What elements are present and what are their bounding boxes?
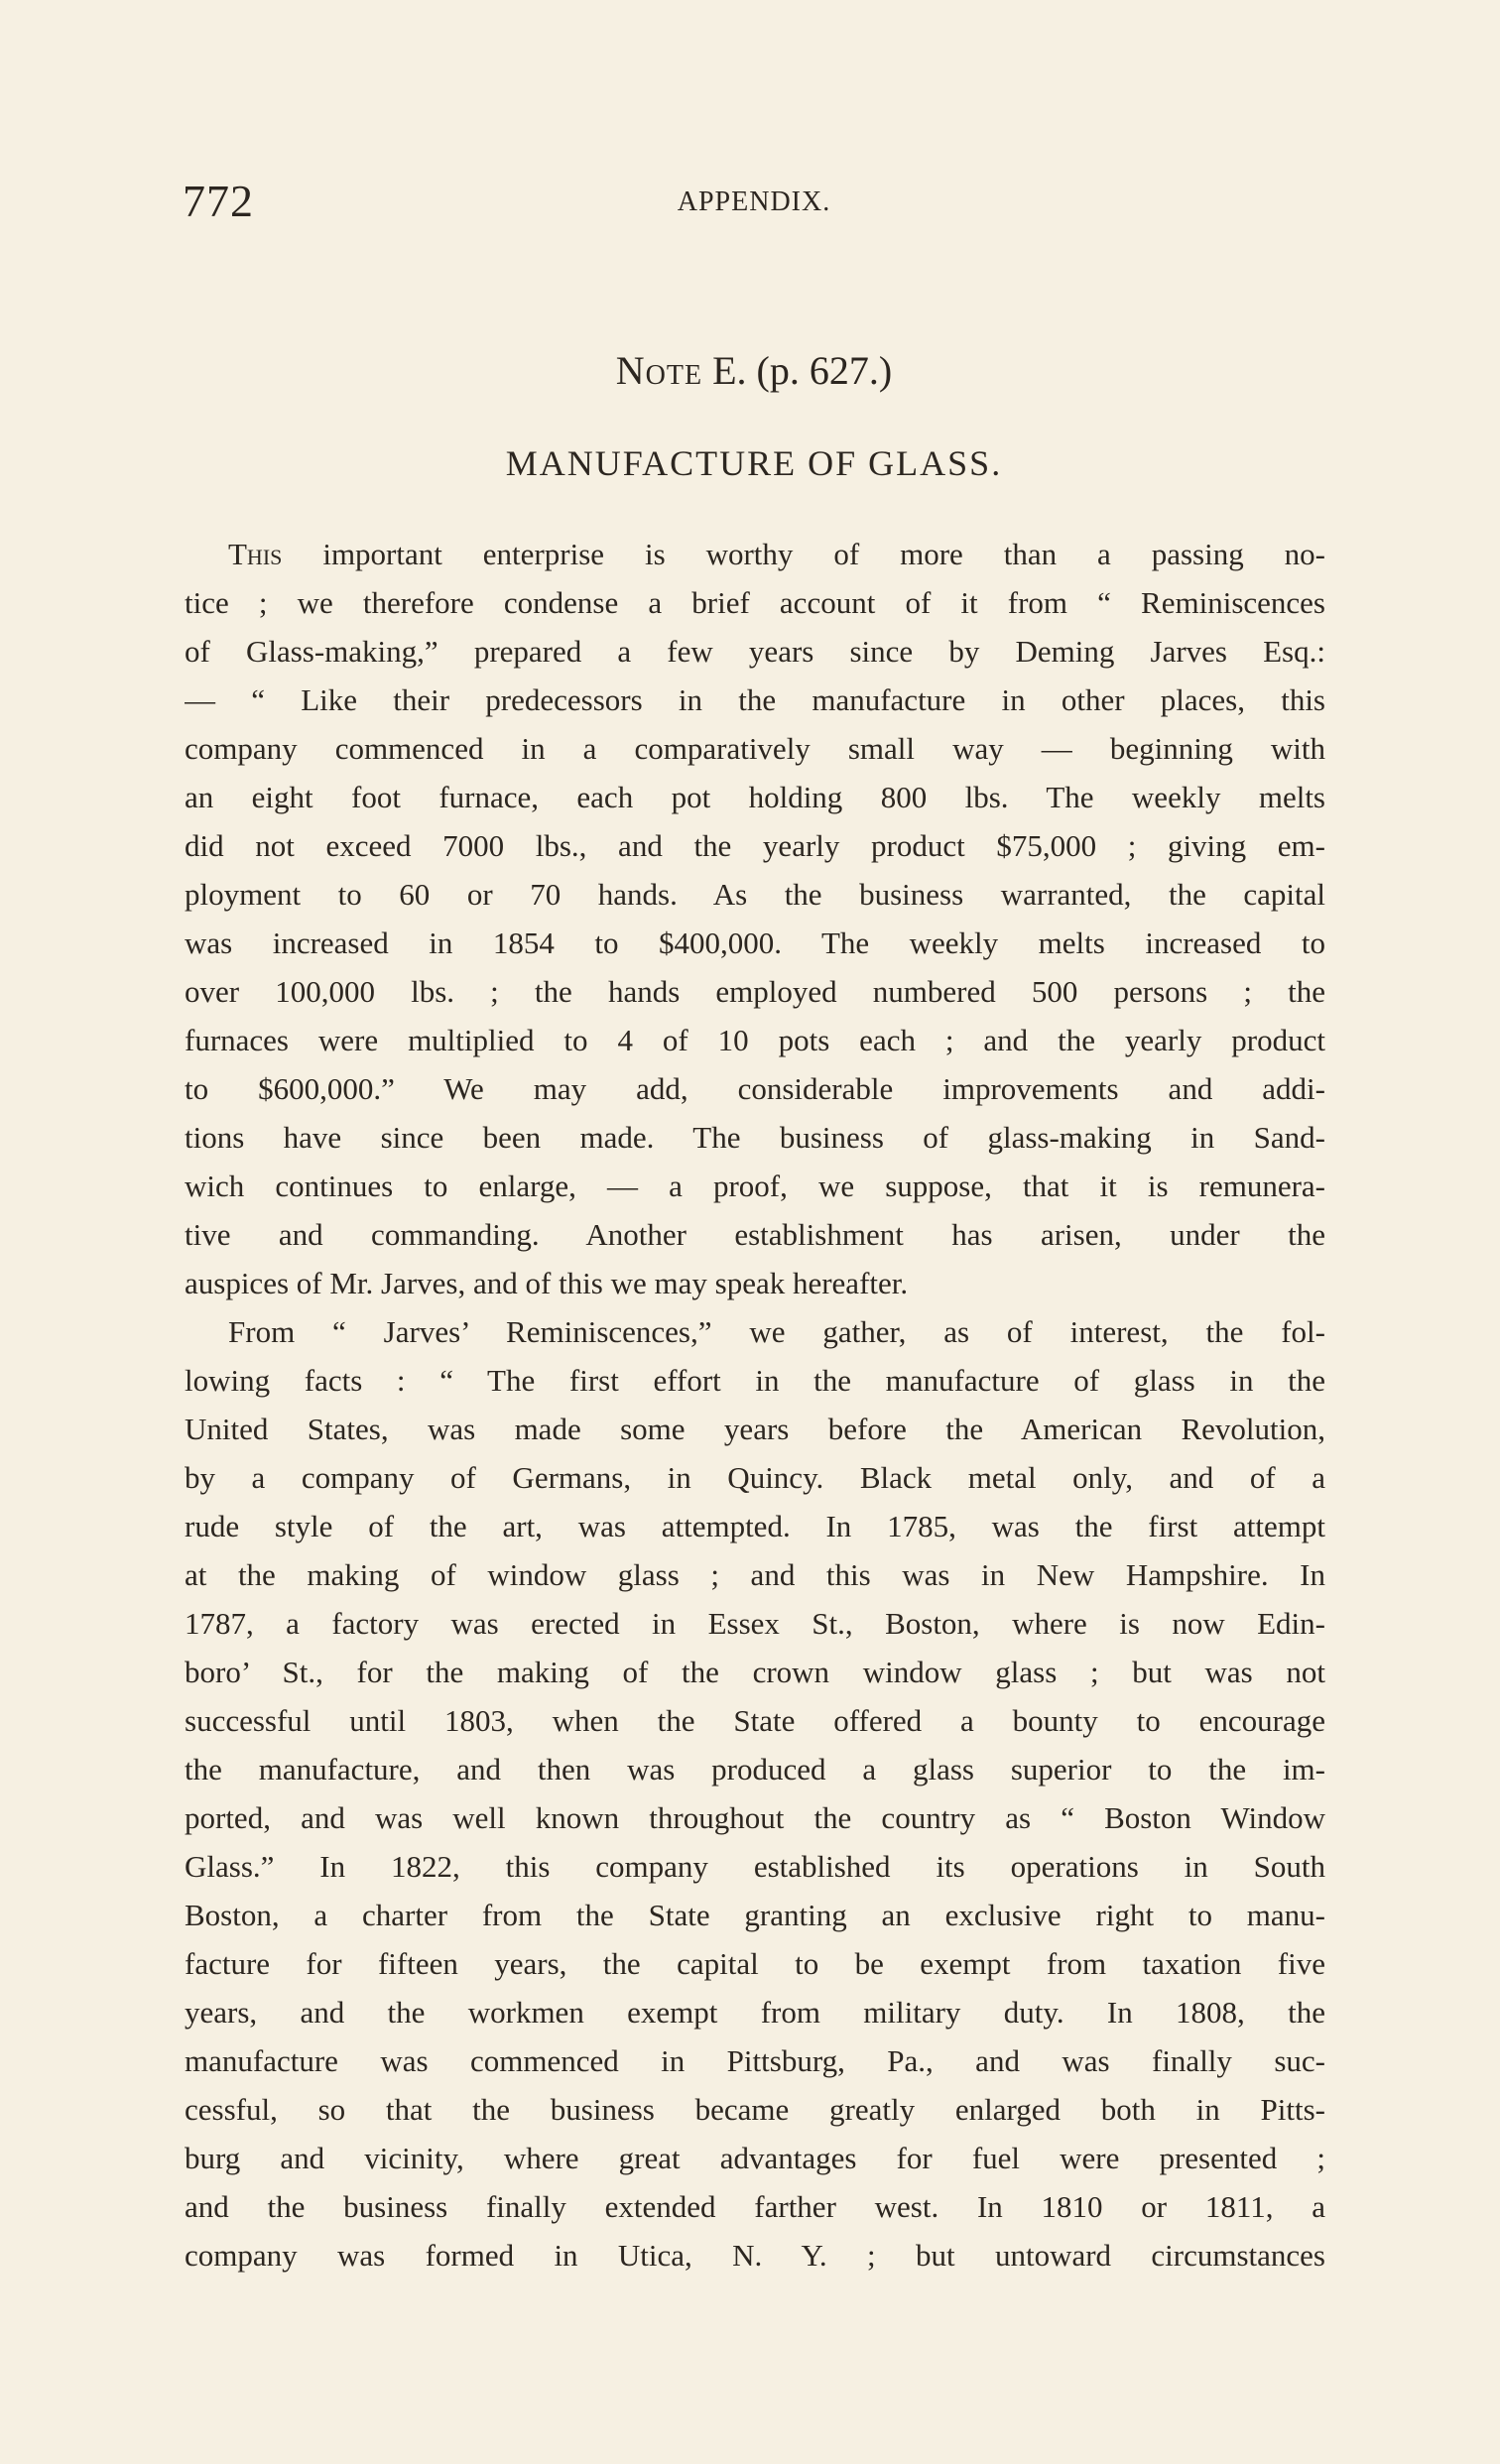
text-line: This important enterprise is worthy of more than a passing no- [228, 537, 1325, 571]
text-line: Glass.” In 1822, this company established its operations in South [185, 1849, 1325, 1884]
text-line: tions have since been made. The business of glass-making in Sand- [185, 1120, 1325, 1155]
body-text [185, 530, 1325, 2279]
text-line: successful until 1803, when the State offered a bounty to encourage [185, 1703, 1325, 1738]
text-line: United States, was made some years before the American Revolution, [185, 1412, 1325, 1446]
text-line: facture for fifteen years, the capital to be exempt from taxation five [185, 1946, 1325, 1981]
text-line: to $600,000.” We may add, considerable improvements and addi- [185, 1071, 1325, 1106]
text-line: Boston, a charter from the State granting an exclusive right to manu- [185, 1898, 1325, 1932]
text-line: did not exceed 7000 lbs., and the yearly product $75,000 ; giving em- [185, 828, 1325, 863]
text-line: auspices of Mr. Jarves, and of this we may speak hereafter. [185, 1266, 909, 1300]
text-line: company was formed in Utica, N. Y. ; but untoward circumstances [185, 2238, 1325, 2273]
page-number: 772 [183, 176, 254, 226]
text-line: rude style of the art, was attempted. In 1785, was the first attempt [185, 1509, 1325, 1543]
text-line: manufacture was commenced in Pittsburg, Pa., and was finally suc- [185, 2043, 1325, 2078]
text-line: was increased in 1854 to $400,000. The weekly melts increased to [185, 925, 1325, 960]
note-label-lead: Note [615, 348, 703, 393]
running-title: APPENDIX. [677, 186, 831, 217]
text-line: and the business finally extended farther west. In 1810 or 1811, a [185, 2189, 1325, 2224]
text-line: an eight foot furnace, each pot holding 800 lbs. The weekly melts [185, 780, 1325, 814]
text-line: of Glass-making,” prepared a few years since by Deming Jarves Esq.: [185, 634, 1325, 669]
text-line: boro’ St., for the making of the crown window glass ; but was not [185, 1655, 1325, 1689]
text-line: the manufacture, and then was produced a glass superior to the im- [185, 1752, 1325, 1786]
text-line: by a company of Germans, in Quincy. Black metal only, and of a [185, 1460, 1325, 1495]
text-line: over 100,000 lbs. ; the hands employed numbered 500 persons ; the [185, 974, 1325, 1009]
running-head [183, 175, 1325, 238]
text-line: tive and commanding. Another establishment has arisen, under the [185, 1217, 1325, 1252]
text-line: years, and the workmen exempt from military duty. In 1808, the [185, 1995, 1325, 2030]
text-line: 1787, a factory was erected in Essex St., Boston, where is now Edin- [185, 1606, 1325, 1641]
text-line: ported, and was well known throughout the country as “ Boston Window [185, 1800, 1325, 1835]
text-line: From “ Jarves’ Reminiscences,” we gather, as of interest, the fol- [228, 1314, 1325, 1349]
first-word: This [228, 537, 283, 571]
text-line: burg and vicinity, where great advantages for fuel were presented ; [185, 2141, 1325, 2175]
section-title: MANUFACTURE OF GLASS. [505, 443, 1003, 483]
text-line: — “ Like their predecessors in the manufacture in other places, this [185, 682, 1325, 717]
text-line: at the making of window glass ; and this was in New Hampshire. In [185, 1557, 1325, 1592]
text-line: tice ; we therefore condense a brief account of it from “ Reminiscences [185, 585, 1325, 620]
text-line: company commenced in a comparatively small way — beginning with [185, 731, 1325, 766]
text-line: ployment to 60 or 70 hands. As the business warranted, the capital [185, 877, 1325, 912]
note-label-rest: E. (p. 627.) [702, 348, 893, 393]
note-heading [183, 347, 1325, 394]
text-line: wich continues to enlarge, — a proof, we suppose, that it is remunera- [185, 1169, 1325, 1203]
text-line: furnaces were multiplied to 4 of 10 pots each ; and the yearly product [185, 1023, 1325, 1057]
text-line: lowing facts : “ The first effort in the manufacture of glass in the [185, 1363, 1325, 1398]
text-line: cessful, so that the business became greatly enlarged both in Pitts- [185, 2092, 1325, 2127]
